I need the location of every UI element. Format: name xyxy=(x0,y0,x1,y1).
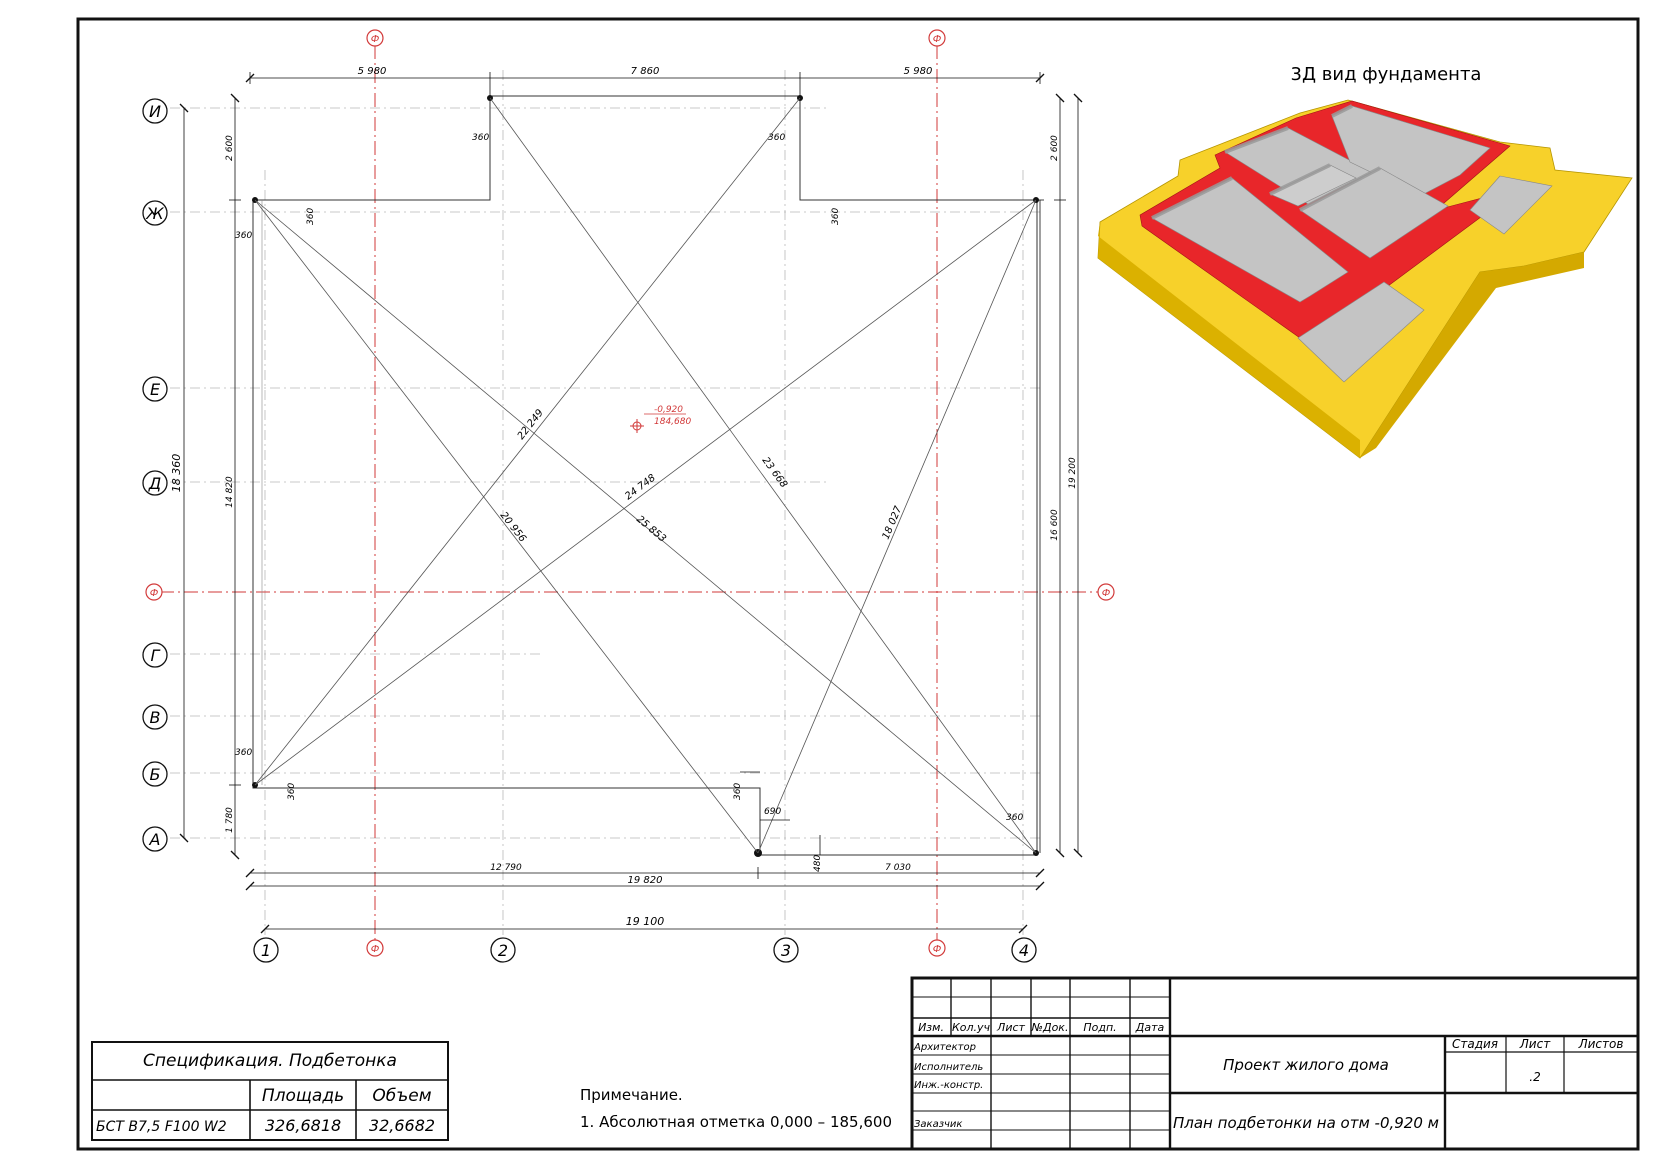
stamp-role-3: Инж.-констр. xyxy=(914,1080,984,1091)
dim-right-mid: 16 600 xyxy=(1050,509,1060,541)
diag-label-4: 25 853 xyxy=(634,513,668,545)
dim-bottom-overall-1: 19 820 xyxy=(627,875,663,886)
row-axis-e: Е xyxy=(149,380,161,399)
diag-label-6: 18 027 xyxy=(880,504,905,542)
section-mark-6: Ф xyxy=(1101,588,1111,599)
stamp-project: Проект жилого дома xyxy=(1223,1056,1389,1074)
section-mark-3: Ф xyxy=(370,944,380,955)
dim-thk-6: 360 xyxy=(235,748,253,758)
spec-title: Спецификация. Подбетонка xyxy=(143,1051,397,1071)
dim-left-bottom: 1 780 xyxy=(225,807,235,833)
dim-thk-1: 360 xyxy=(472,133,490,143)
section-mark-4: Ф xyxy=(932,944,942,955)
dim-notch-h: 480 xyxy=(813,854,823,872)
dim-left-mid: 14 820 xyxy=(225,476,235,508)
row-axis-v: В xyxy=(149,708,161,727)
col-axis-3: 3 xyxy=(780,941,792,960)
section-mark-2: Ф xyxy=(932,34,942,45)
stamp-h-koluch: Кол.уч xyxy=(951,1021,991,1034)
dim-right-overall: 19 200 xyxy=(1068,457,1078,489)
dim-bottom-1: 12 790 xyxy=(490,863,522,873)
stamp-sheet-no: .2 xyxy=(1529,1070,1541,1084)
stamp-h-sheets: Листов xyxy=(1578,1037,1624,1051)
diag-label-2: 20 956 xyxy=(497,510,528,545)
spec-row-name: БСТ В7,5 F100 W2 xyxy=(96,1119,227,1135)
section-mark-5: Ф xyxy=(149,588,159,599)
view3d-title: 3Д вид фундамента xyxy=(1290,64,1482,85)
elevation-mark xyxy=(630,405,691,433)
row-axis-i: И xyxy=(149,102,161,121)
section-mark-1: Ф xyxy=(370,34,380,45)
dim-thk-4: 360 xyxy=(306,207,316,225)
elevation-absolute: 184,680 xyxy=(654,417,692,427)
dim-left-overall: 18 360 xyxy=(170,453,183,493)
diagonals xyxy=(255,98,1036,853)
stamp-role-1: Архитектор xyxy=(914,1042,976,1053)
dim-bottom-2: 7 030 xyxy=(885,863,911,873)
stamp-sheet-title: План подбетонки на отм -0,920 м xyxy=(1173,1114,1439,1132)
dim-bottom-overall-2: 19 100 xyxy=(625,915,665,928)
diag-label-5: 23 668 xyxy=(759,455,790,491)
stamp-h-data: Дата xyxy=(1135,1021,1165,1034)
row-axis-b: Б xyxy=(149,765,161,784)
note-line-1: 1. Абсолютная отметка 0,000 – 185,600 xyxy=(580,1113,892,1131)
col-axis-2: 2 xyxy=(497,941,509,960)
dim-top-1: 5 980 xyxy=(357,66,387,77)
diag-label-3: 24 748 xyxy=(623,472,658,503)
stamp-h-list: Лист xyxy=(997,1021,1025,1034)
row-axis-g: Г xyxy=(150,646,160,665)
stamp-h-ndok: №Док. xyxy=(1031,1021,1069,1034)
dim-left-top: 2 600 xyxy=(225,135,235,161)
stamp-role-2: Исполнитель xyxy=(914,1062,984,1073)
dim-right-top: 2 600 xyxy=(1050,135,1060,161)
foundation-3d-view xyxy=(1098,100,1632,458)
row-axis-a: А xyxy=(149,830,161,849)
note-title: Примечание. xyxy=(580,1086,683,1104)
dim-thk-3: 360 xyxy=(235,231,253,241)
spec-col-area: Площадь xyxy=(261,1086,345,1106)
dim-thk-8: 360 xyxy=(733,782,743,800)
col-axis-4: 4 xyxy=(1018,941,1030,960)
diag-label-1: 22 249 xyxy=(515,407,546,442)
stamp-h-stage: Стадия xyxy=(1451,1037,1499,1051)
spec-row-volume: 32,6682 xyxy=(368,1116,436,1135)
dim-thk-7: 360 xyxy=(287,782,297,800)
row-axis-zh: Ж xyxy=(146,204,164,223)
row-axis-d: Д xyxy=(148,474,162,493)
stamp-h-izm: Изм. xyxy=(918,1021,944,1034)
stamp-h-podp: Подп. xyxy=(1083,1021,1117,1034)
col-axis-1: 1 xyxy=(260,941,272,960)
dim-top-2: 7 860 xyxy=(630,66,660,77)
spec-row-area: 326,6818 xyxy=(264,1116,342,1135)
dim-notch-w: 690 xyxy=(764,807,782,817)
dim-thk-9: 360 xyxy=(1006,813,1024,823)
dim-top-3: 5 980 xyxy=(903,66,933,77)
footprint-outline xyxy=(253,96,1037,855)
dim-thk-5: 360 xyxy=(831,207,841,225)
elevation-relative: -0,920 xyxy=(654,405,684,415)
dim-thk-2: 360 xyxy=(768,133,786,143)
spec-col-volume: Объем xyxy=(372,1086,432,1106)
stamp-role-4: Заказчик xyxy=(914,1119,963,1130)
stamp-h-sheet: Лист xyxy=(1519,1037,1551,1051)
row-axis-bubbles xyxy=(143,99,167,851)
